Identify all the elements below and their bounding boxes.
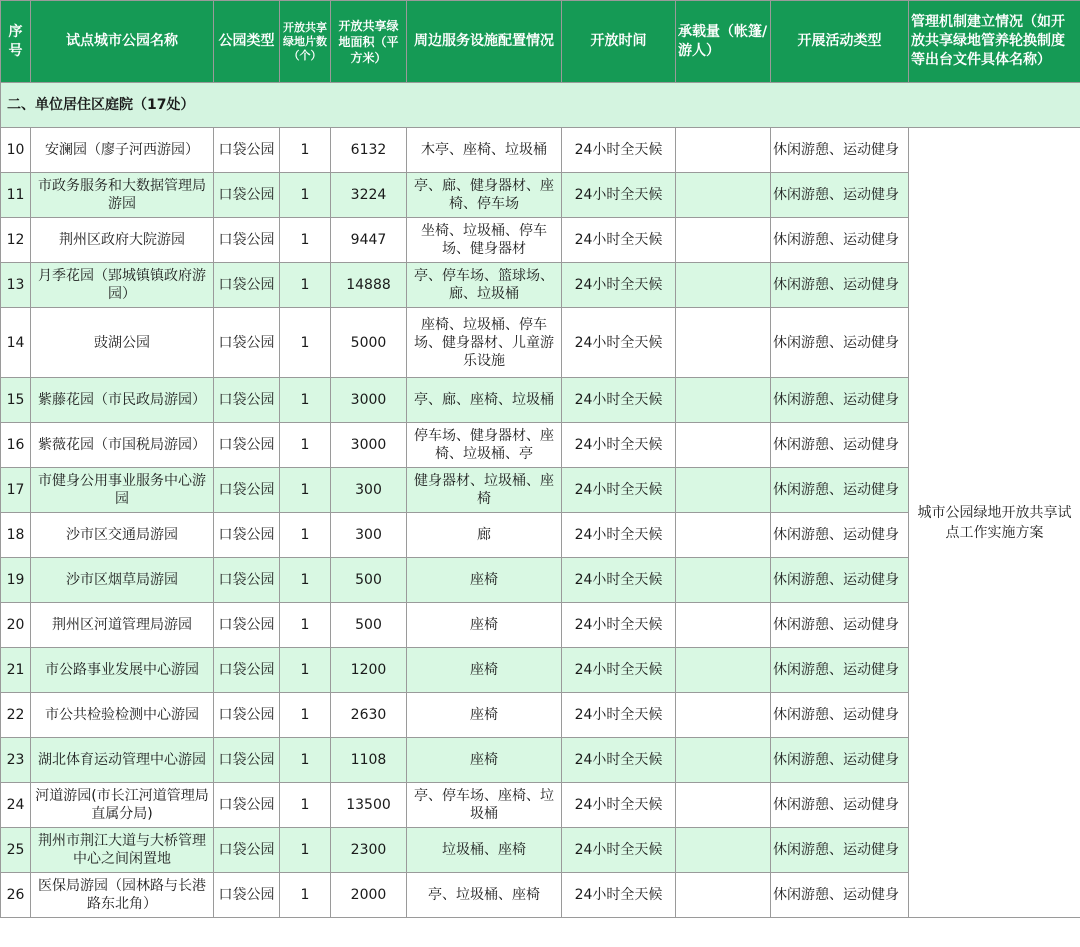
header-capacity: 承载量（帐篷/游人） xyxy=(676,1,771,83)
green-count: 1 xyxy=(280,128,331,173)
park-name: 荆州市荆江大道与大桥管理中心之间闲置地 xyxy=(31,828,214,873)
activity-types: 休闲游憩、运动健身 xyxy=(771,468,909,513)
green-area: 2630 xyxy=(331,693,407,738)
green-area: 500 xyxy=(331,603,407,648)
row-number: 24 xyxy=(1,783,31,828)
green-count: 1 xyxy=(280,173,331,218)
table-row xyxy=(1,128,1080,173)
green-count: 1 xyxy=(280,648,331,693)
row-number: 10 xyxy=(1,128,31,173)
park-name: 荆州区河道管理局游园 xyxy=(31,603,214,648)
park-type: 口袋公园 xyxy=(214,173,280,218)
park-name: 月季花园（郢城镇镇政府游园） xyxy=(31,263,214,308)
park-type: 口袋公园 xyxy=(214,128,280,173)
activity-types: 休闲游憩、运动健身 xyxy=(771,308,909,378)
row-number: 22 xyxy=(1,693,31,738)
row-number: 16 xyxy=(1,423,31,468)
green-area: 14888 xyxy=(331,263,407,308)
park-name: 市健身公用事业服务中心游园 xyxy=(31,468,214,513)
activity-types: 休闲游憩、运动健身 xyxy=(771,218,909,263)
capacity xyxy=(676,603,771,648)
activity-types: 休闲游憩、运动健身 xyxy=(771,513,909,558)
capacity xyxy=(676,738,771,783)
header-mechanism: 管理机制建立情况（如开放共享绿地管养轮换制度等出台文件具体名称） xyxy=(909,1,1080,83)
capacity xyxy=(676,783,771,828)
green-count: 1 xyxy=(280,263,331,308)
open-hours: 24小时全天候 xyxy=(562,173,676,218)
capacity xyxy=(676,873,771,918)
open-hours: 24小时全天候 xyxy=(562,378,676,423)
park-name: 安澜园（廖子河西游园） xyxy=(31,128,214,173)
facilities: 廊 xyxy=(407,513,562,558)
header-facilities: 周边服务设施配置情况 xyxy=(407,1,562,83)
park-type: 口袋公园 xyxy=(214,378,280,423)
activity-types: 休闲游憩、运动健身 xyxy=(771,828,909,873)
facilities: 亭、停车场、篮球场、廊、垃圾桶 xyxy=(407,263,562,308)
green-area: 3224 xyxy=(331,173,407,218)
section-title: 二、单位居住区庭院（17处） xyxy=(1,83,1080,128)
facilities: 木亭、座椅、垃圾桶 xyxy=(407,128,562,173)
header-row xyxy=(1,1,1080,83)
green-area: 300 xyxy=(331,513,407,558)
green-count: 1 xyxy=(280,783,331,828)
facilities: 座椅 xyxy=(407,648,562,693)
header-type: 公园类型 xyxy=(214,1,280,83)
green-count: 1 xyxy=(280,558,331,603)
park-type: 口袋公园 xyxy=(214,308,280,378)
green-area: 500 xyxy=(331,558,407,603)
activity-types: 休闲游憩、运动健身 xyxy=(771,693,909,738)
facilities: 亭、廊、健身器材、座椅、停车场 xyxy=(407,173,562,218)
activity-types: 休闲游憩、运动健身 xyxy=(771,648,909,693)
facilities: 亭、廊、座椅、垃圾桶 xyxy=(407,378,562,423)
open-hours: 24小时全天候 xyxy=(562,513,676,558)
capacity xyxy=(676,828,771,873)
capacity xyxy=(676,513,771,558)
park-type: 口袋公园 xyxy=(214,693,280,738)
mechanism-cell: 城市公园绿地开放共享试点工作实施方案 xyxy=(909,128,1080,918)
green-count: 1 xyxy=(280,828,331,873)
park-name: 湖北体育运动管理中心游园 xyxy=(31,738,214,783)
activity-types: 休闲游憩、运动健身 xyxy=(771,128,909,173)
open-hours: 24小时全天候 xyxy=(562,783,676,828)
row-number: 26 xyxy=(1,873,31,918)
activity-types: 休闲游憩、运动健身 xyxy=(771,378,909,423)
header-no: 序号 xyxy=(1,1,31,83)
green-area: 9447 xyxy=(331,218,407,263)
park-type: 口袋公园 xyxy=(214,218,280,263)
park-name: 市公共检验检测中心游园 xyxy=(31,693,214,738)
green-count: 1 xyxy=(280,308,331,378)
green-count: 1 xyxy=(280,423,331,468)
facilities: 座椅 xyxy=(407,738,562,783)
open-hours: 24小时全天候 xyxy=(562,558,676,603)
facilities: 亭、停车场、座椅、垃圾桶 xyxy=(407,783,562,828)
capacity xyxy=(676,308,771,378)
header-hours: 开放时间 xyxy=(562,1,676,83)
capacity xyxy=(676,218,771,263)
green-count: 1 xyxy=(280,378,331,423)
facilities: 座椅 xyxy=(407,603,562,648)
activity-types: 休闲游憩、运动健身 xyxy=(771,173,909,218)
open-hours: 24小时全天候 xyxy=(562,738,676,783)
green-area: 13500 xyxy=(331,783,407,828)
park-name: 医保局游园（园林路与长港路东北角） xyxy=(31,873,214,918)
green-area: 5000 xyxy=(331,308,407,378)
open-hours: 24小时全天候 xyxy=(562,423,676,468)
park-name: 豉湖公园 xyxy=(31,308,214,378)
park-type: 口袋公园 xyxy=(214,513,280,558)
row-number: 14 xyxy=(1,308,31,378)
activity-types: 休闲游憩、运动健身 xyxy=(771,783,909,828)
park-type: 口袋公园 xyxy=(214,828,280,873)
green-area: 3000 xyxy=(331,378,407,423)
open-hours: 24小时全天候 xyxy=(562,263,676,308)
row-number: 11 xyxy=(1,173,31,218)
open-hours: 24小时全天候 xyxy=(562,468,676,513)
capacity xyxy=(676,173,771,218)
green-count: 1 xyxy=(280,693,331,738)
park-name: 紫藤花园（市民政局游园） xyxy=(31,378,214,423)
park-name: 沙市区交通局游园 xyxy=(31,513,214,558)
open-hours: 24小时全天候 xyxy=(562,603,676,648)
facilities: 停车场、健身器材、座椅、垃圾桶、亭 xyxy=(407,423,562,468)
capacity xyxy=(676,558,771,603)
capacity xyxy=(676,693,771,738)
green-area: 2300 xyxy=(331,828,407,873)
row-number: 13 xyxy=(1,263,31,308)
open-hours: 24小时全天候 xyxy=(562,128,676,173)
capacity xyxy=(676,263,771,308)
park-type: 口袋公园 xyxy=(214,873,280,918)
capacity xyxy=(676,378,771,423)
row-number: 19 xyxy=(1,558,31,603)
open-hours: 24小时全天候 xyxy=(562,873,676,918)
park-type: 口袋公园 xyxy=(214,738,280,783)
capacity xyxy=(676,128,771,173)
facilities: 座椅、垃圾桶、停车场、健身器材、儿童游乐设施 xyxy=(407,308,562,378)
park-name: 河道游园(市长江河道管理局直属分局) xyxy=(31,783,214,828)
facilities: 座椅 xyxy=(407,693,562,738)
activity-types: 休闲游憩、运动健身 xyxy=(771,263,909,308)
park-type: 口袋公园 xyxy=(214,603,280,648)
capacity xyxy=(676,648,771,693)
row-number: 25 xyxy=(1,828,31,873)
park-name: 沙市区烟草局游园 xyxy=(31,558,214,603)
open-hours: 24小时全天候 xyxy=(562,693,676,738)
activity-types: 休闲游憩、运动健身 xyxy=(771,423,909,468)
green-count: 1 xyxy=(280,603,331,648)
green-count: 1 xyxy=(280,218,331,263)
park-name: 市公路事业发展中心游园 xyxy=(31,648,214,693)
green-area: 6132 xyxy=(331,128,407,173)
open-hours: 24小时全天候 xyxy=(562,828,676,873)
header-activities: 开展活动类型 xyxy=(771,1,909,83)
park-type: 口袋公园 xyxy=(214,558,280,603)
row-number: 17 xyxy=(1,468,31,513)
activity-types: 休闲游憩、运动健身 xyxy=(771,738,909,783)
header-area: 开放共享绿地面积（平方米） xyxy=(331,1,407,83)
facilities: 座椅 xyxy=(407,558,562,603)
green-count: 1 xyxy=(280,873,331,918)
open-hours: 24小时全天候 xyxy=(562,308,676,378)
row-number: 20 xyxy=(1,603,31,648)
activity-types: 休闲游憩、运动健身 xyxy=(771,558,909,603)
facilities: 坐椅、垃圾桶、停车场、健身器材 xyxy=(407,218,562,263)
park-type: 口袋公园 xyxy=(214,648,280,693)
green-area: 1108 xyxy=(331,738,407,783)
park-type: 口袋公园 xyxy=(214,423,280,468)
header-count: 开放共享绿地片数（个） xyxy=(280,1,331,83)
section-row xyxy=(1,83,1080,128)
facilities: 垃圾桶、座椅 xyxy=(407,828,562,873)
header-name: 试点城市公园名称 xyxy=(31,1,214,83)
green-area: 3000 xyxy=(331,423,407,468)
open-hours: 24小时全天候 xyxy=(562,648,676,693)
open-hours: 24小时全天候 xyxy=(562,218,676,263)
activity-types: 休闲游憩、运动健身 xyxy=(771,603,909,648)
green-count: 1 xyxy=(280,468,331,513)
park-type: 口袋公园 xyxy=(214,783,280,828)
green-count: 1 xyxy=(280,513,331,558)
green-count: 1 xyxy=(280,738,331,783)
green-area: 2000 xyxy=(331,873,407,918)
park-name: 荆州区政府大院游园 xyxy=(31,218,214,263)
activity-types: 休闲游憩、运动健身 xyxy=(771,873,909,918)
row-number: 23 xyxy=(1,738,31,783)
facilities: 亭、垃圾桶、座椅 xyxy=(407,873,562,918)
park-type: 口袋公园 xyxy=(214,263,280,308)
row-number: 15 xyxy=(1,378,31,423)
capacity xyxy=(676,468,771,513)
row-number: 18 xyxy=(1,513,31,558)
park-name: 市政务服务和大数据管理局游园 xyxy=(31,173,214,218)
park-name: 紫薇花园（市国税局游园） xyxy=(31,423,214,468)
capacity xyxy=(676,423,771,468)
row-number: 21 xyxy=(1,648,31,693)
row-number: 12 xyxy=(1,218,31,263)
facilities: 健身器材、垃圾桶、座椅 xyxy=(407,468,562,513)
park-type: 口袋公园 xyxy=(214,468,280,513)
green-area: 300 xyxy=(331,468,407,513)
green-area: 1200 xyxy=(331,648,407,693)
